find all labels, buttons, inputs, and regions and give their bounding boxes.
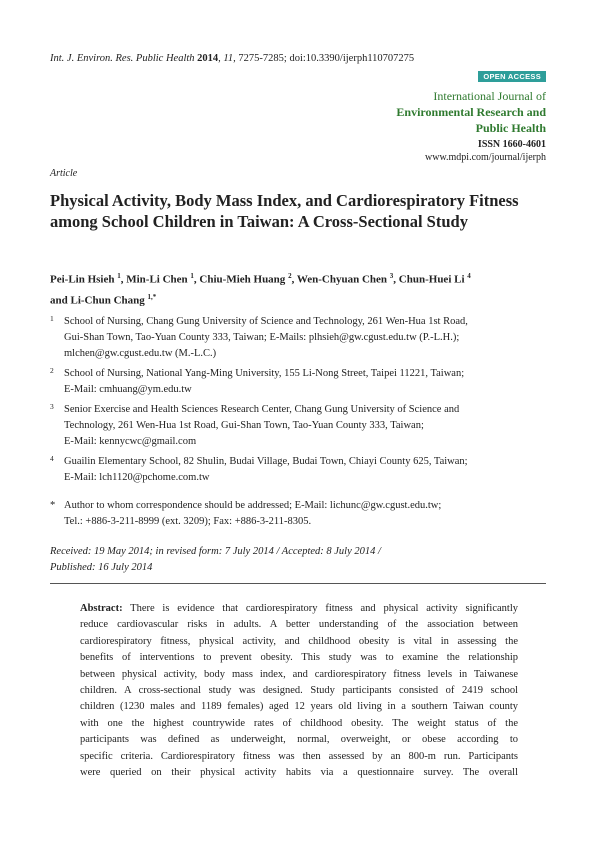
abstract-line: [80, 601, 518, 617]
abstract-line: were queried on their physical activity habits via a questionnaire survey. The overall: [80, 767, 518, 779]
affiliation-item: [50, 402, 540, 450]
affiliation-item: [50, 366, 540, 398]
author-affil-mark: 1: [117, 272, 121, 280]
affiliation-number: 3: [50, 402, 54, 411]
author-affil-mark: 3: [389, 272, 394, 280]
affiliation-item: [50, 454, 540, 486]
publication-dates: [50, 544, 381, 576]
author-name: Chiu-Mieh Huang: [199, 273, 286, 286]
article-type: Article: [50, 168, 78, 179]
affiliation-line: Technology, 261 Wen-Hua 1st Road, Gui-Shan Town, Tao-Yuan County 333, Taiwan;: [64, 420, 424, 431]
abstract-line: children (1230 males and 1189 females) aged 12 years old living in a southern Taiwan county: [80, 701, 518, 713]
issn: ISSN 1660-4601: [477, 139, 546, 150]
abstract-line: children. A cross-sectional study was designed. Study participants consisted of 2419 school: [80, 685, 518, 697]
journal-citation: Int. J. Environ. Res. Public Health 2014, 11, 7275-7285; doi:10.3390/ijerph110707275: [50, 53, 415, 64]
affiliation-line: Guailin Elementary School, 82 Shulin, Budai Village, Budai Town, Chiayi County 625, Taiwan;: [64, 456, 468, 467]
affiliation-line: Gui-Shan Town, Tao-Yuan County 333, Taiwan; E-Mails: plhsieh@gw.cgust.edu.tw (P.-L.H.);: [64, 332, 460, 343]
affiliation-line: E-Mail: lch1120@pchome.com.tw: [64, 472, 210, 483]
affiliation-item: [50, 314, 540, 362]
affiliation-line: E-Mail: cmhuang@ym.edu.tw: [64, 384, 192, 395]
journal-volume: 11: [223, 53, 234, 64]
journal-name-line3: Public Health: [475, 121, 546, 135]
paper-title: Physical Activity, Body Mass Index, and Cardiorespiratory Fitness among School Children in Taiwan: A Cross-Sectional Study: [50, 191, 519, 231]
author-list: Pei-Lin Hsieh $^1$, Min-Li Chen $^1$, Chiu-Mieh Huang $^2$, Wen-Chyuan Chen $^3$, Chun-Huei Li $^4$ and Li-Chun Chang $^{1,*}$: [50, 272, 471, 307]
correspondence-star: *: [50, 500, 56, 511]
journal-year: 2014: [197, 53, 219, 64]
abstract-line: cardiorespiratory fitness, physical activity, and childhood obesity is vital in assessing the: [80, 635, 518, 647]
correspondence-line: Tel.: +886-3-211-8999 (ext. 3209); Fax: +886-3-211-8305.: [64, 516, 312, 527]
affiliation-line: School of Nursing, Chang Gung University of Science and Technology, 261 Wen-Hua 1st Road,: [64, 316, 468, 327]
affiliation-number: 4: [50, 454, 54, 463]
author-affil-mark: 2: [288, 272, 292, 280]
abstract-line: between physical activity, body mass index, and cardiorespiratory fitness levels in Taiwanese: [80, 668, 518, 680]
abstract-line: with one the highest countrywide rates of childhood obesity. The weight status of the: [80, 717, 518, 729]
journal-name-line1: International Journal of: [433, 89, 546, 103]
affiliation-number: 1: [50, 314, 54, 323]
affiliation-line: mlchen@gw.cgust.edu.tw (M.-L.C.): [64, 348, 217, 359]
journal-abbrev: Int. J. Environ. Res. Public Health: [50, 53, 195, 64]
correspondence-line: Author to whom correspondence should be addressed; E-Mail: lichunc@gw.cgust.edu.tw;: [64, 500, 442, 511]
author-affil-mark: 1,*: [147, 292, 157, 301]
dates-line: Published: 16 July 2014: [50, 562, 153, 573]
abstract-line: specific criteria. Cardiorespiratory fitness was then assessed by an 800-m run. Participants: [80, 750, 518, 762]
affiliation-line: Senior Exercise and Health Sciences Research Center, Chang Gung University of Science and: [64, 404, 460, 415]
abstract-line: participants was defined as underweight, normal, overweight, or obese according to: [80, 734, 518, 746]
author-name: Chun-Huei Li: [398, 273, 465, 286]
abstract-line: reduce cardiovascular risks in adults. A better understanding of the association between: [80, 619, 518, 631]
author-affil-mark: 4: [467, 272, 471, 280]
affiliation-line: School of Nursing, National Yang-Ming University, 155 Li-Nong Street, Taipei 11221, Taiwan;: [64, 368, 465, 379]
affiliation-list: [50, 314, 540, 490]
abstract-text: There is evidence that cardiorespiratory fitness and physical activity significantly: [130, 603, 518, 614]
journal-url[interactable]: www.mdpi.com/journal/ijerph: [425, 152, 546, 163]
author-name: Pei-Lin Hsieh: [50, 273, 115, 286]
dates-line: Received: 19 May 2014; in revised form: 7 July 2014 / Accepted: 8 July 2014 /: [50, 546, 381, 557]
open-access-badge: OPEN ACCESS: [478, 71, 546, 82]
abstract-line: benefits of interventions to prevent obesity. This study was to examine the relationship: [80, 652, 518, 664]
affiliation-line: E-Mail: kennycwc@gmail.com: [64, 436, 197, 447]
journal-pages-doi: 7275-7285; doi:10.3390/ijerph110707275: [238, 53, 415, 64]
author-name: Min-Li Chen: [126, 273, 188, 286]
abstract: [80, 601, 518, 781]
correspondence-note: [50, 498, 554, 530]
section-divider: [50, 583, 546, 584]
author-name: Wen-Chyuan Chen: [296, 273, 388, 286]
journal-name-line2: Environmental Research and: [396, 105, 546, 119]
affiliation-number: 2: [50, 366, 54, 375]
author-name: Li-Chun Chang: [70, 294, 145, 307]
author-affil-mark: 1: [190, 272, 194, 280]
abstract-label: Abstract:: [80, 603, 123, 614]
